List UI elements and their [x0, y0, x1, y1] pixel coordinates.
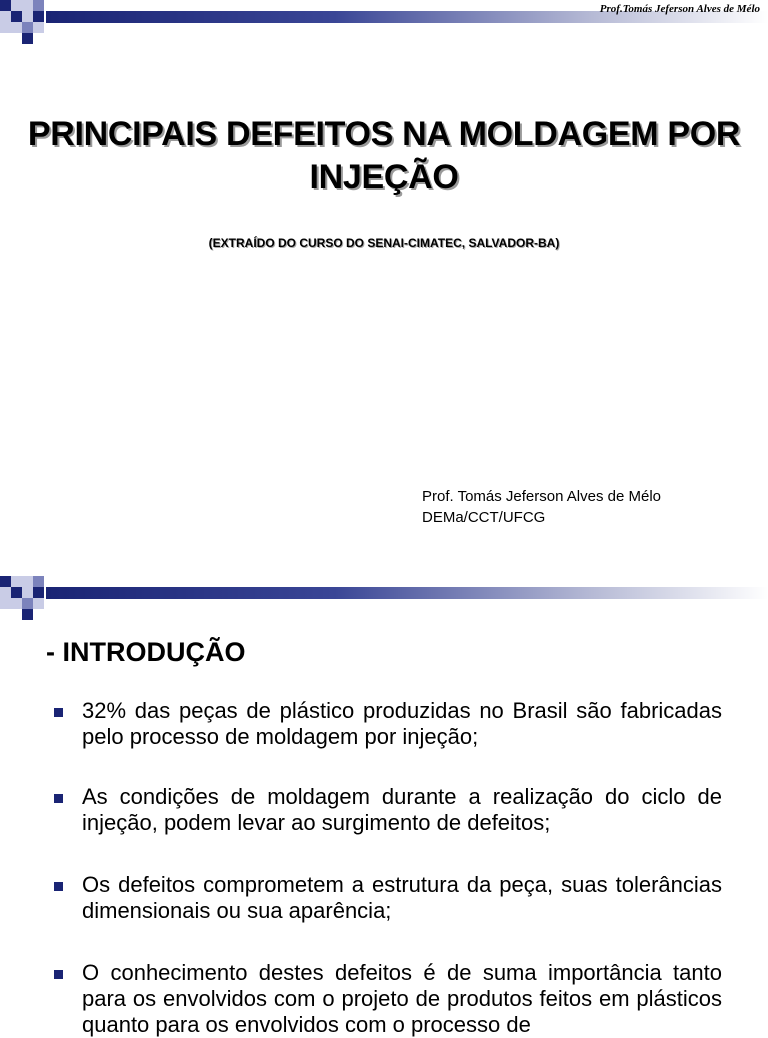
list-item-text: Os defeitos comprometem a estrutura da peça, suas tolerâncias dimensionais ou sua aparência; [82, 872, 722, 923]
bullet-square-icon [54, 882, 63, 891]
author-name: Prof. Tomás Jeferson Alves de Mélo [422, 488, 662, 505]
bullet-square-icon [54, 970, 63, 979]
bullet-square-icon [54, 794, 63, 803]
list-item-text: 32% das peças de plástico produzidas no Brasil são fabricadas pelo processo de moldagem por injeção; [82, 698, 722, 749]
page-title: PRINCIPAIS DEFEITOS NA MOLDAGEM POR INJEÇÃO [27, 115, 741, 196]
slide-introduction [0, 576, 768, 1037]
author-department: DEMa/CCT/UFCG [422, 509, 546, 526]
section-title: - INTRODUÇÃO [46, 637, 246, 667]
list-item-text: O conhecimento destes defeitos é de suma importância tanto para os envolvidos com o projeto de produtos feitos em plásticos quanto para os envolvidos com o processo de [82, 960, 722, 1037]
subtitle: (EXTRAÍDO DO CURSO DO SENAI-CIMATEC, SALVADOR-BA) [208, 236, 560, 250]
header-author: Prof.Tomás Jeferson Alves de Mélo [599, 3, 760, 15]
list-item-text: As condições de moldagem durante a realização do ciclo de injeção, podem levar ao surgimento de defeitos; [82, 784, 722, 835]
header-decoration-bar [0, 576, 768, 622]
bullet-square-icon [54, 708, 63, 717]
author-block [422, 486, 661, 528]
